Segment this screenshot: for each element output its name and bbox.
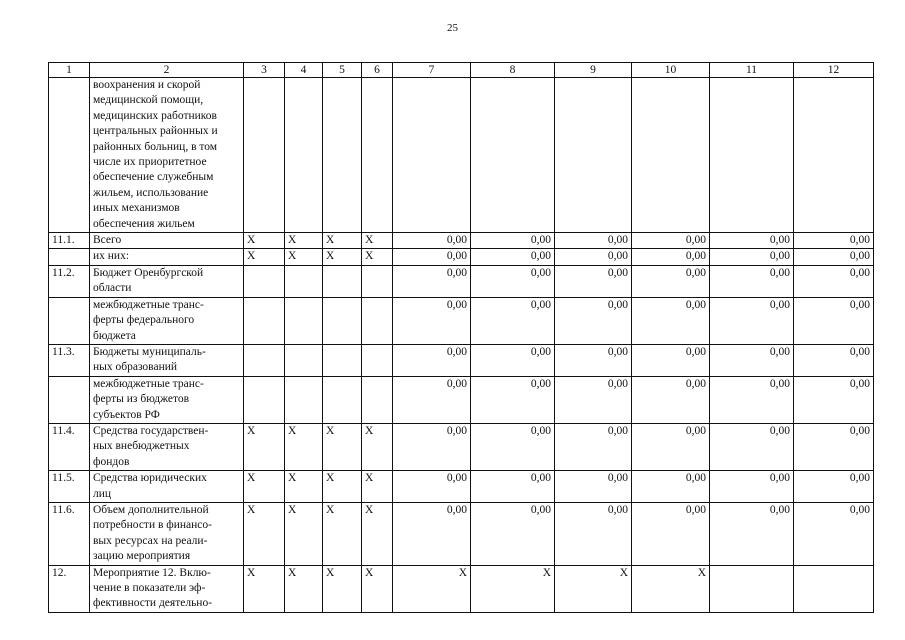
value-cell-col6 [362,376,393,423]
value-cell-col7: 0,00 [393,423,471,470]
row-name-line: бюджета [93,329,136,342]
header-cell: 4 [285,63,323,78]
value-cell-col12: 0,00 [794,471,874,503]
row-name-line: их них: [93,250,130,263]
budget-table [48,62,874,613]
row-name-cell [90,297,244,344]
value-cell-col3: X [244,471,285,503]
value-cell-col7: 0,00 [393,502,471,565]
value-cell-col8: 0,00 [471,344,555,376]
value-cell-col4 [285,78,323,233]
table-row [49,565,874,612]
header-cell: 5 [323,63,362,78]
value-cell-col6: X [362,471,393,503]
value-cell-col12: 0,00 [794,376,874,423]
header-cell: 11 [710,63,794,78]
value-cell-col3: X [244,249,285,265]
value-cell-col9: 0,00 [555,249,632,265]
row-name-line: Мероприятие 12. Вклю- [93,566,211,579]
table-row [49,376,874,423]
value-cell-col5 [323,376,362,423]
value-cell-col9: 0,00 [555,265,632,297]
header-cell: 7 [393,63,471,78]
value-cell-col6 [362,297,393,344]
row-name-line: ных внебюджетных [93,440,190,453]
row-number-cell: 11.6. [49,502,90,565]
row-name-cell [90,344,244,376]
value-cell-col7: 0,00 [393,297,471,344]
row-name-line: потребности в финансо- [93,519,212,532]
value-cell-col4 [285,297,323,344]
value-cell-col7: 0,00 [393,471,471,503]
row-name-line: Всего [93,234,122,247]
value-cell-col5 [323,78,362,233]
table-row [49,344,874,376]
row-name-line: межбюджетные транс- [93,377,204,390]
row-name-cell [90,471,244,503]
value-cell-col4: X [285,249,323,265]
value-cell-col11 [710,565,794,612]
row-name-line: чение в показатели эф- [93,582,206,594]
row-name-line: числе их приоритетное [93,156,207,169]
value-cell-col10: 0,00 [632,376,710,423]
value-cell-col7: 0,00 [393,376,471,423]
value-cell-col8: 0,00 [471,265,555,297]
row-name-line: ферты федерального [93,314,195,327]
value-cell-col7: 0,00 [393,344,471,376]
value-cell-col5: X [323,233,362,249]
row-name-line: зацию мероприятия [93,550,191,563]
header-cell: 12 [794,63,874,78]
value-cell-col5: X [323,502,362,565]
value-cell-col10: 0,00 [632,265,710,297]
row-name-cell [90,376,244,423]
value-cell-col10: 0,00 [632,344,710,376]
value-cell-col9: 0,00 [555,344,632,376]
table-row [49,502,874,565]
row-number-cell: 11.5. [49,471,90,503]
row-name-line: ферты из бюджетов [93,393,190,406]
value-cell-col10: 0,00 [632,502,710,565]
value-cell-col12: 0,00 [794,249,874,265]
value-cell-col7: X [393,565,471,612]
value-cell-col6 [362,265,393,297]
value-cell-col3: X [244,423,285,470]
value-cell-col8: 0,00 [471,471,555,503]
value-cell-col11: 0,00 [710,265,794,297]
value-cell-col11: 0,00 [710,423,794,470]
value-cell-col6 [362,344,393,376]
value-cell-col12: 0,00 [794,502,874,565]
value-cell-col4: X [285,565,323,612]
row-number-cell: 12. [49,565,90,612]
header-cell: 3 [244,63,285,78]
row-name-cell [90,265,244,297]
value-cell-col3 [244,297,285,344]
row-name-line: Бюджет Оренбургской [93,266,204,279]
value-cell-col7: 0,00 [393,265,471,297]
value-cell-col5 [323,265,362,297]
value-cell-col8: 0,00 [471,376,555,423]
row-name-line: фондов [93,455,130,468]
page-number: 25 [447,22,458,34]
row-number-cell: 11.1. [49,233,90,249]
value-cell-col7: 0,00 [393,233,471,249]
value-cell-col5: X [323,249,362,265]
value-cell-col11: 0,00 [710,249,794,265]
value-cell-col10: 0,00 [632,423,710,470]
row-name-line: фективности деятельно- [93,597,213,610]
value-cell-col5: X [323,423,362,470]
header-cell: 9 [555,63,632,78]
value-cell-col12: 0,00 [794,233,874,249]
value-cell-col9: 0,00 [555,297,632,344]
value-cell-col6 [362,78,393,233]
row-name-cell [90,502,244,565]
value-cell-col5 [323,297,362,344]
table-row [49,471,874,503]
table-row [49,249,874,265]
row-number-cell: 11.2. [49,265,90,297]
value-cell-col5: X [323,471,362,503]
value-cell-col12 [794,78,874,233]
value-cell-col7 [393,78,471,233]
table-row [49,78,874,233]
value-cell-col8: 0,00 [471,297,555,344]
value-cell-col6: X [362,502,393,565]
row-name-line: Бюджеты муниципаль- [93,345,206,358]
row-name-line: иных механизмов [93,202,180,215]
value-cell-col8 [471,78,555,233]
row-name-line: жильем, использование [93,186,209,199]
row-name-cell [90,233,244,249]
table-row [49,233,874,249]
value-cell-col11: 0,00 [710,376,794,423]
value-cell-col11: 0,00 [710,502,794,565]
value-cell-col8: 0,00 [471,502,555,565]
row-name-cell [90,565,244,612]
value-cell-col12: 0,00 [794,344,874,376]
value-cell-col4 [285,265,323,297]
value-cell-col4 [285,376,323,423]
value-cell-col10: 0,00 [632,471,710,503]
value-cell-col9: X [555,565,632,612]
table-row [49,423,874,470]
value-cell-col4: X [285,233,323,249]
row-name-cell [90,249,244,265]
row-name-line: ных образований [93,361,178,374]
value-cell-col8: 0,00 [471,249,555,265]
value-cell-col9: 0,00 [555,502,632,565]
row-name-line: субъектов РФ [93,408,160,421]
value-cell-col11: 0,00 [710,297,794,344]
row-name-line: вых ресурсах на реали- [93,534,208,547]
table-row [49,265,874,297]
value-cell-col9 [555,78,632,233]
value-cell-col12: 0,00 [794,265,874,297]
row-number-cell [49,249,90,265]
value-cell-col10: 0,00 [632,233,710,249]
row-number-cell: 11.4. [49,423,90,470]
value-cell-col10: X [632,565,710,612]
row-name-cell [90,423,244,470]
value-cell-col9: 0,00 [555,376,632,423]
value-cell-col9: 0,00 [555,471,632,503]
value-cell-col7: 0,00 [393,249,471,265]
row-name-line: области [93,282,132,295]
header-cell: 1 [49,63,90,78]
value-cell-col5 [323,344,362,376]
header-row [49,63,874,78]
value-cell-col6: X [362,565,393,612]
header-cell: 10 [632,63,710,78]
value-cell-col8: 0,00 [471,423,555,470]
value-cell-col11: 0,00 [710,344,794,376]
row-name-line: межбюджетные транс- [93,298,204,311]
row-name-line: воохранения и скорой [93,79,201,91]
table-body [49,63,874,613]
value-cell-col6: X [362,233,393,249]
value-cell-col9: 0,00 [555,233,632,249]
row-number-cell [49,376,90,423]
value-cell-col4: X [285,502,323,565]
value-cell-col9: 0,00 [555,423,632,470]
value-cell-col8: 0,00 [471,233,555,249]
row-number-cell [49,297,90,344]
row-name-line: обеспечения жильем [93,217,195,230]
value-cell-col3 [244,344,285,376]
header-cell: 2 [90,63,244,78]
row-number-cell [49,78,90,233]
value-cell-col12: 0,00 [794,297,874,344]
value-cell-col11 [710,78,794,233]
value-cell-col3 [244,78,285,233]
value-cell-col5: X [323,565,362,612]
value-cell-col6: X [362,249,393,265]
value-cell-col4: X [285,471,323,503]
row-name-line: лиц [93,487,112,500]
value-cell-col3 [244,376,285,423]
value-cell-col10 [632,78,710,233]
header-cell: 8 [471,63,555,78]
table-row [49,297,874,344]
value-cell-col4: X [285,423,323,470]
value-cell-col12: 0,00 [794,423,874,470]
value-cell-col3: X [244,233,285,249]
value-cell-col12 [794,565,874,612]
row-number-cell: 11.3. [49,344,90,376]
row-name-line: Средства юридических [93,472,207,485]
row-name-cell [90,78,244,233]
row-name-line: медицинской помощи, [93,94,204,107]
row-name-line: центральных районных и [93,125,218,138]
value-cell-col3: X [244,502,285,565]
value-cell-col8: X [471,565,555,612]
value-cell-col11: 0,00 [710,471,794,503]
value-cell-col3 [244,265,285,297]
row-name-line: Средства государствен- [93,424,209,437]
row-name-line: Объем дополнительной [93,503,209,516]
value-cell-col10: 0,00 [632,297,710,344]
value-cell-col11: 0,00 [710,233,794,249]
row-name-line: медицинских работников [93,109,217,122]
row-name-line: обеспечение служебным [93,171,214,184]
header-cell: 6 [362,63,393,78]
value-cell-col6: X [362,423,393,470]
row-name-line: районных больниц, в том [93,140,218,153]
value-cell-col10: 0,00 [632,249,710,265]
value-cell-col3: X [244,565,285,612]
value-cell-col4 [285,344,323,376]
